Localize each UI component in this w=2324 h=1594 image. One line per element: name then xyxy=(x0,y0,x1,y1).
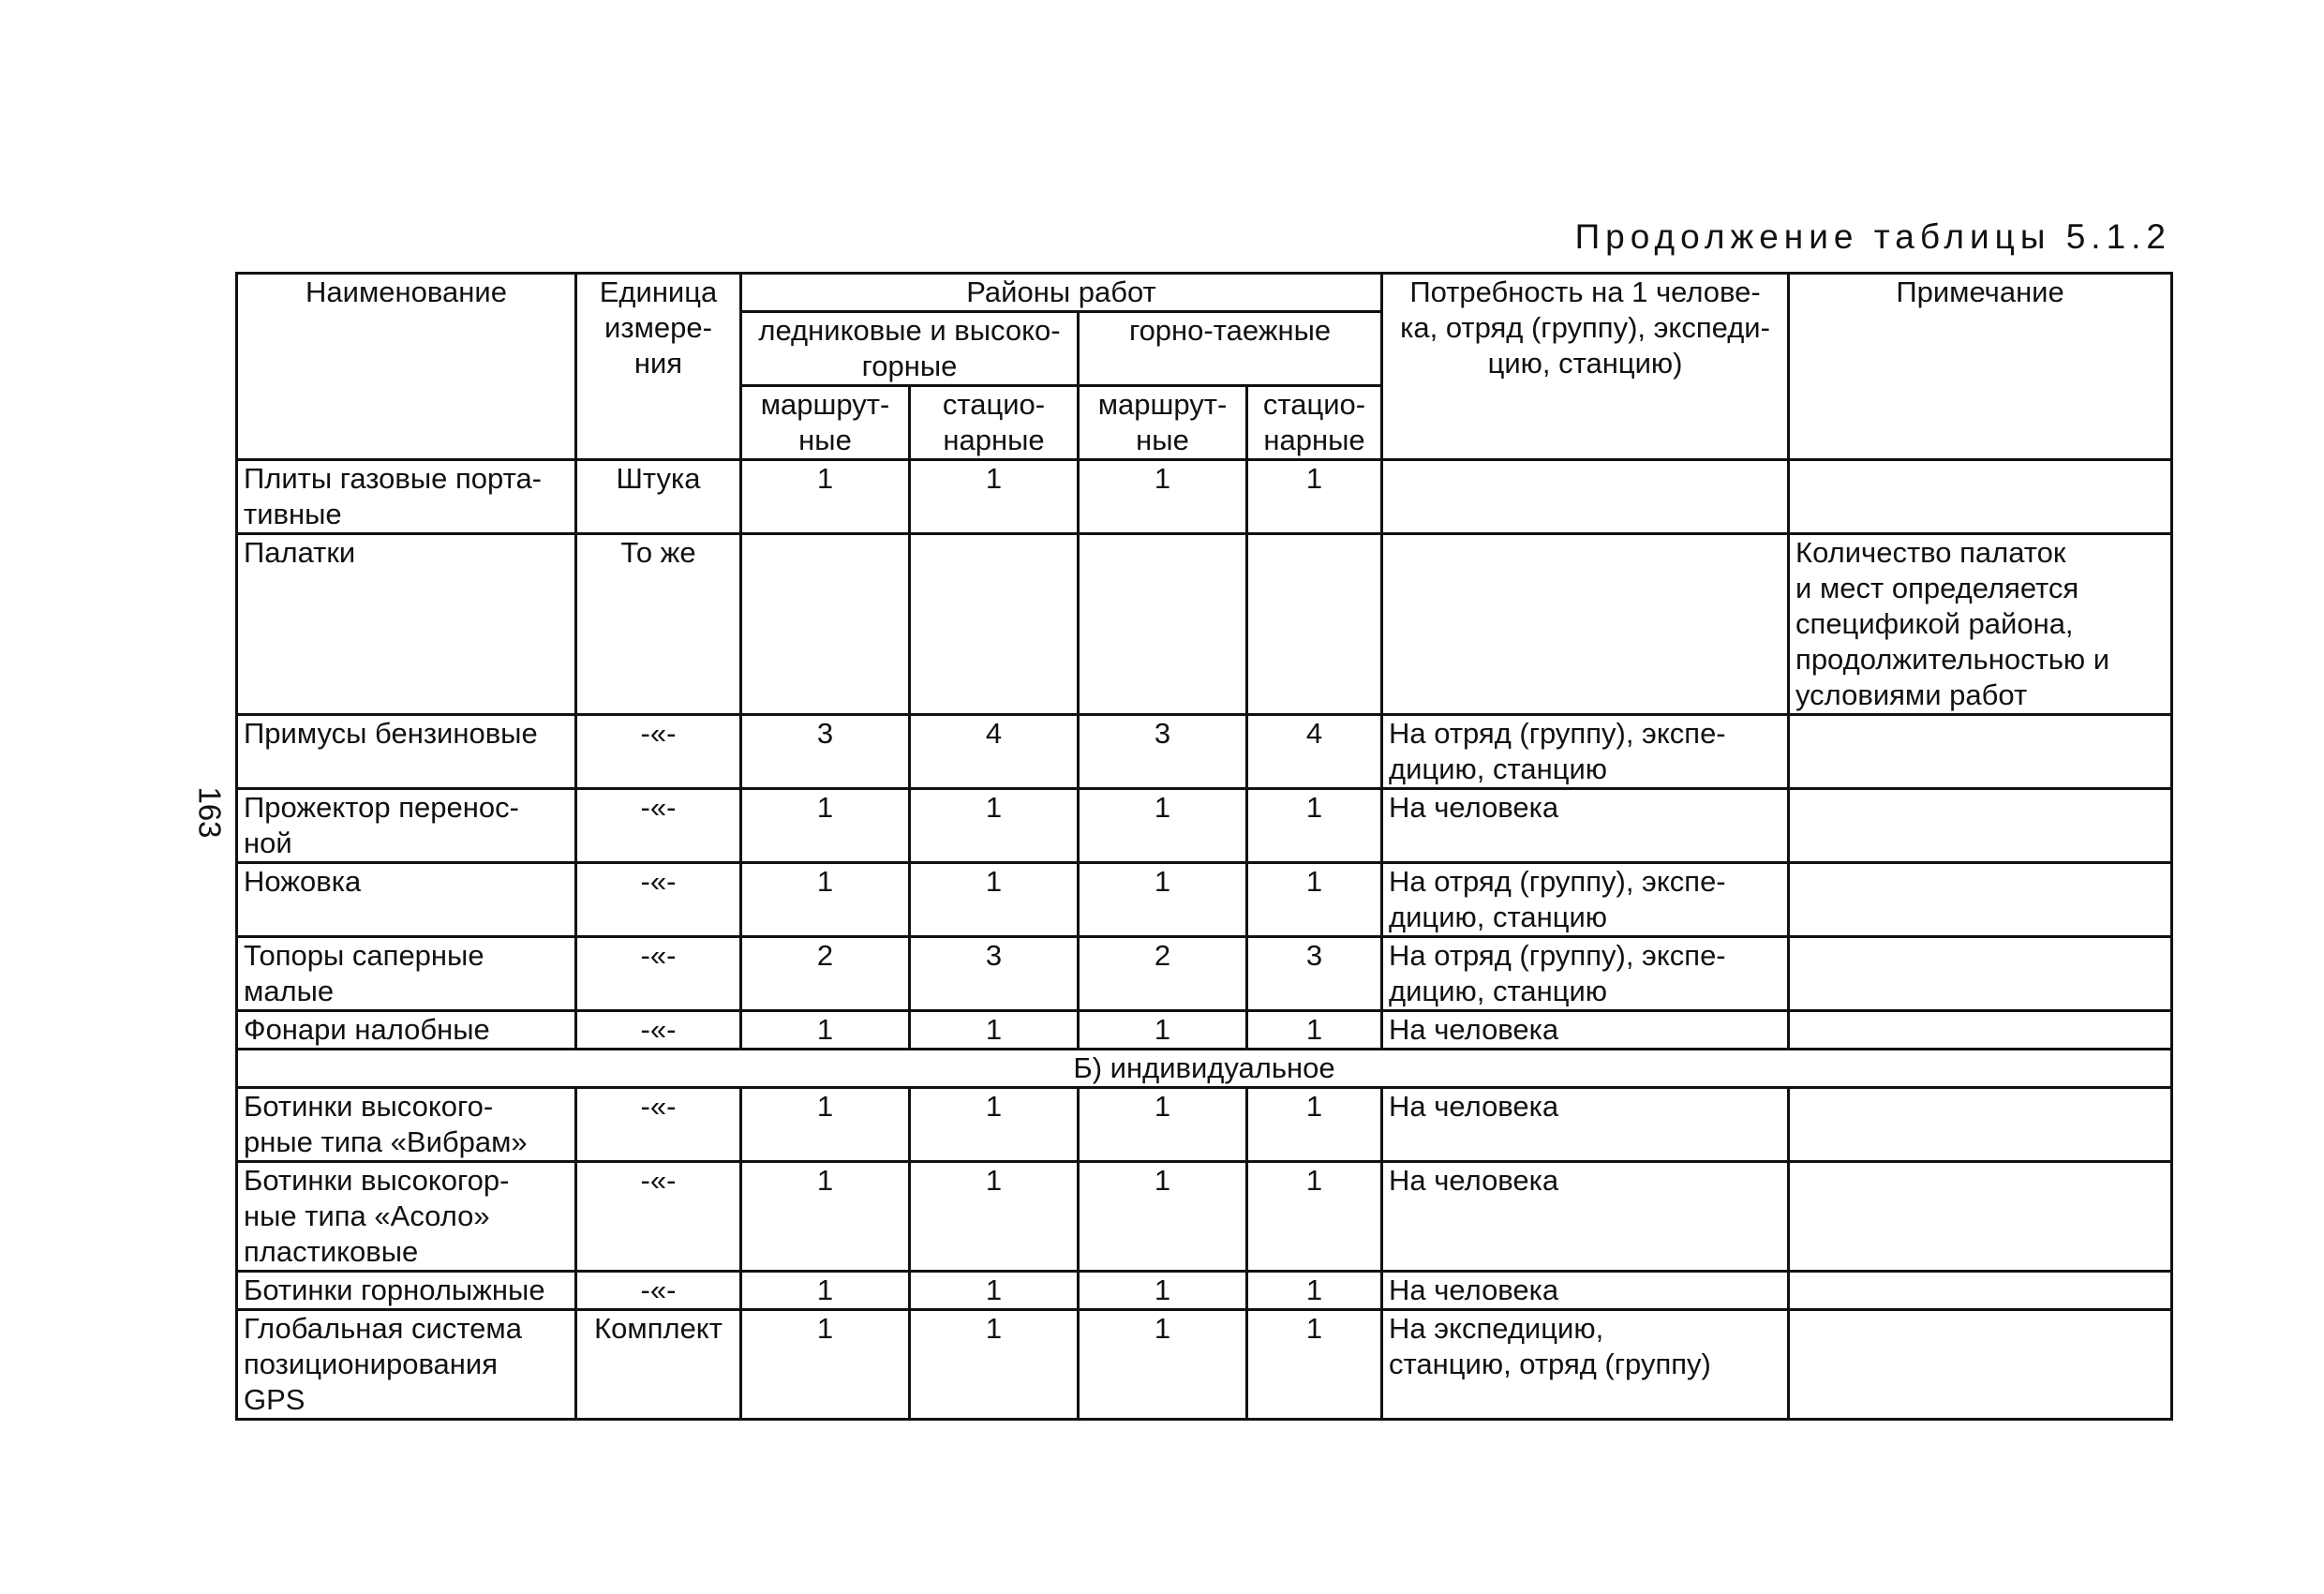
cell-value: 1 xyxy=(1079,1011,1247,1050)
cell-note xyxy=(1789,1310,2172,1420)
cell-need: На отряд (группу), экспе- дицию, станцию xyxy=(1382,863,1789,937)
page-number: 163 xyxy=(192,786,228,839)
cell-value: 1 xyxy=(741,1088,910,1162)
cell-value: 1 xyxy=(910,1088,1079,1162)
table-row xyxy=(237,1162,2172,1272)
table-header xyxy=(237,274,2172,460)
cell-value: 3 xyxy=(910,937,1079,1011)
cell-value: 1 xyxy=(910,1162,1079,1272)
cell-value xyxy=(741,534,910,715)
cell-need: На экспедицию, станцию, отряд (группу) xyxy=(1382,1310,1789,1420)
header-station-taiga: стацио- нарные xyxy=(1247,386,1382,460)
cell-unit: -«- xyxy=(576,1011,741,1050)
cell-note xyxy=(1789,937,2172,1011)
cell-value: 1 xyxy=(741,789,910,863)
cell-value: 1 xyxy=(1247,1310,1382,1420)
header-taiga: горно-таежные xyxy=(1079,312,1382,386)
cell-value: 3 xyxy=(1247,937,1382,1011)
cell-name: Ботинки высокогор- ные типа «Асоло» пластиковые xyxy=(237,1162,576,1272)
section-row xyxy=(237,1050,2172,1088)
cell-value: 4 xyxy=(910,715,1079,789)
cell-value: 1 xyxy=(910,1011,1079,1050)
cell-need: На человека xyxy=(1382,1011,1789,1050)
cell-value: 3 xyxy=(1079,715,1247,789)
table-row xyxy=(237,715,2172,789)
cell-unit: Штука xyxy=(576,460,741,534)
cell-note xyxy=(1789,460,2172,534)
header-route-taiga: маршрут- ные xyxy=(1079,386,1247,460)
cell-need xyxy=(1382,460,1789,534)
cell-name: Палатки xyxy=(237,534,576,715)
cell-name: Примусы бензиновые xyxy=(237,715,576,789)
cell-value: 2 xyxy=(1079,937,1247,1011)
cell-name: Глобальная система позиционирования GPS xyxy=(237,1310,576,1420)
cell-name: Топоры саперные малые xyxy=(237,937,576,1011)
cell-unit: -«- xyxy=(576,1162,741,1272)
cell-value: 1 xyxy=(1079,1162,1247,1272)
cell-value: 1 xyxy=(741,1162,910,1272)
cell-value: 1 xyxy=(910,460,1079,534)
cell-unit: -«- xyxy=(576,1272,741,1310)
cell-value: 1 xyxy=(1247,460,1382,534)
cell-value: 1 xyxy=(1079,460,1247,534)
cell-note xyxy=(1789,1162,2172,1272)
cell-unit: -«- xyxy=(576,789,741,863)
equipment-table xyxy=(235,272,2173,1421)
cell-value: 1 xyxy=(741,1310,910,1420)
cell-value: 2 xyxy=(741,937,910,1011)
cell-value: 1 xyxy=(910,863,1079,937)
cell-value xyxy=(1247,534,1382,715)
header-need: Потребность на 1 челове- ка, отряд (группу), экспеди- цию, станцию) xyxy=(1382,274,1789,460)
cell-value: 1 xyxy=(741,1272,910,1310)
cell-unit: Комплект xyxy=(576,1310,741,1420)
cell-value: 3 xyxy=(741,715,910,789)
table-row xyxy=(237,534,2172,715)
header-regions: Районы работ xyxy=(741,274,1382,312)
cell-value: 1 xyxy=(1247,789,1382,863)
table-row xyxy=(237,1011,2172,1050)
cell-value: 1 xyxy=(1079,1310,1247,1420)
header-note: Примечание xyxy=(1789,274,2172,460)
cell-note xyxy=(1789,1011,2172,1050)
cell-value: 1 xyxy=(1247,1011,1382,1050)
table-row xyxy=(237,937,2172,1011)
cell-need: На человека xyxy=(1382,789,1789,863)
cell-need xyxy=(1382,534,1789,715)
cell-need: На человека xyxy=(1382,1162,1789,1272)
header-glacial: ледниковые и высоко- горные xyxy=(741,312,1079,386)
table-row xyxy=(237,460,2172,534)
table-row xyxy=(237,789,2172,863)
cell-note xyxy=(1789,863,2172,937)
cell-unit: -«- xyxy=(576,863,741,937)
cell-need: На человека xyxy=(1382,1088,1789,1162)
table-body xyxy=(237,460,2172,1420)
cell-value: 1 xyxy=(1079,863,1247,937)
section-heading: Б) индивидуальное xyxy=(237,1050,2172,1088)
cell-value: 4 xyxy=(1247,715,1382,789)
header-station-glacial: стацио- нарные xyxy=(910,386,1079,460)
cell-value: 1 xyxy=(910,789,1079,863)
cell-value: 1 xyxy=(1079,789,1247,863)
header-route-glacial: маршрут- ные xyxy=(741,386,910,460)
cell-need: На отряд (группу), экспе- дицию, станцию xyxy=(1382,937,1789,1011)
cell-name: Прожектор перенос- ной xyxy=(237,789,576,863)
cell-unit: То же xyxy=(576,534,741,715)
cell-value xyxy=(910,534,1079,715)
header-name: Наименование xyxy=(237,274,576,460)
cell-unit: -«- xyxy=(576,1088,741,1162)
cell-note: Количество палаток и мест определяется спецификой района, продолжительностью и условиями работ xyxy=(1789,534,2172,715)
cell-need: На человека xyxy=(1382,1272,1789,1310)
table-caption: Продолжение таблицы 5.1.2 xyxy=(1574,217,2171,256)
table-row xyxy=(237,1272,2172,1310)
table-row xyxy=(237,1088,2172,1162)
cell-value: 1 xyxy=(741,863,910,937)
header-unit: Единица измере- ния xyxy=(576,274,741,460)
cell-value: 1 xyxy=(910,1310,1079,1420)
cell-note xyxy=(1789,1088,2172,1162)
cell-note xyxy=(1789,1272,2172,1310)
cell-value: 1 xyxy=(741,460,910,534)
cell-name: Плиты газовые порта- тивные xyxy=(237,460,576,534)
cell-value: 1 xyxy=(741,1011,910,1050)
cell-value: 1 xyxy=(1079,1088,1247,1162)
cell-note xyxy=(1789,789,2172,863)
cell-name: Ножовка xyxy=(237,863,576,937)
cell-value xyxy=(1079,534,1247,715)
cell-value: 1 xyxy=(1247,1088,1382,1162)
table-row xyxy=(237,1310,2172,1420)
table-row xyxy=(237,863,2172,937)
cell-value: 1 xyxy=(1247,1272,1382,1310)
cell-need: На отряд (группу), экспе- дицию, станцию xyxy=(1382,715,1789,789)
cell-name: Фонари налобные xyxy=(237,1011,576,1050)
cell-value: 1 xyxy=(910,1272,1079,1310)
cell-unit: -«- xyxy=(576,937,741,1011)
cell-value: 1 xyxy=(1079,1272,1247,1310)
cell-unit: -«- xyxy=(576,715,741,789)
cell-value: 1 xyxy=(1247,863,1382,937)
cell-name: Ботинки высокого- рные типа «Вибрам» xyxy=(237,1088,576,1162)
cell-note xyxy=(1789,715,2172,789)
cell-value: 1 xyxy=(1247,1162,1382,1272)
cell-name: Ботинки горнолыжные xyxy=(237,1272,576,1310)
